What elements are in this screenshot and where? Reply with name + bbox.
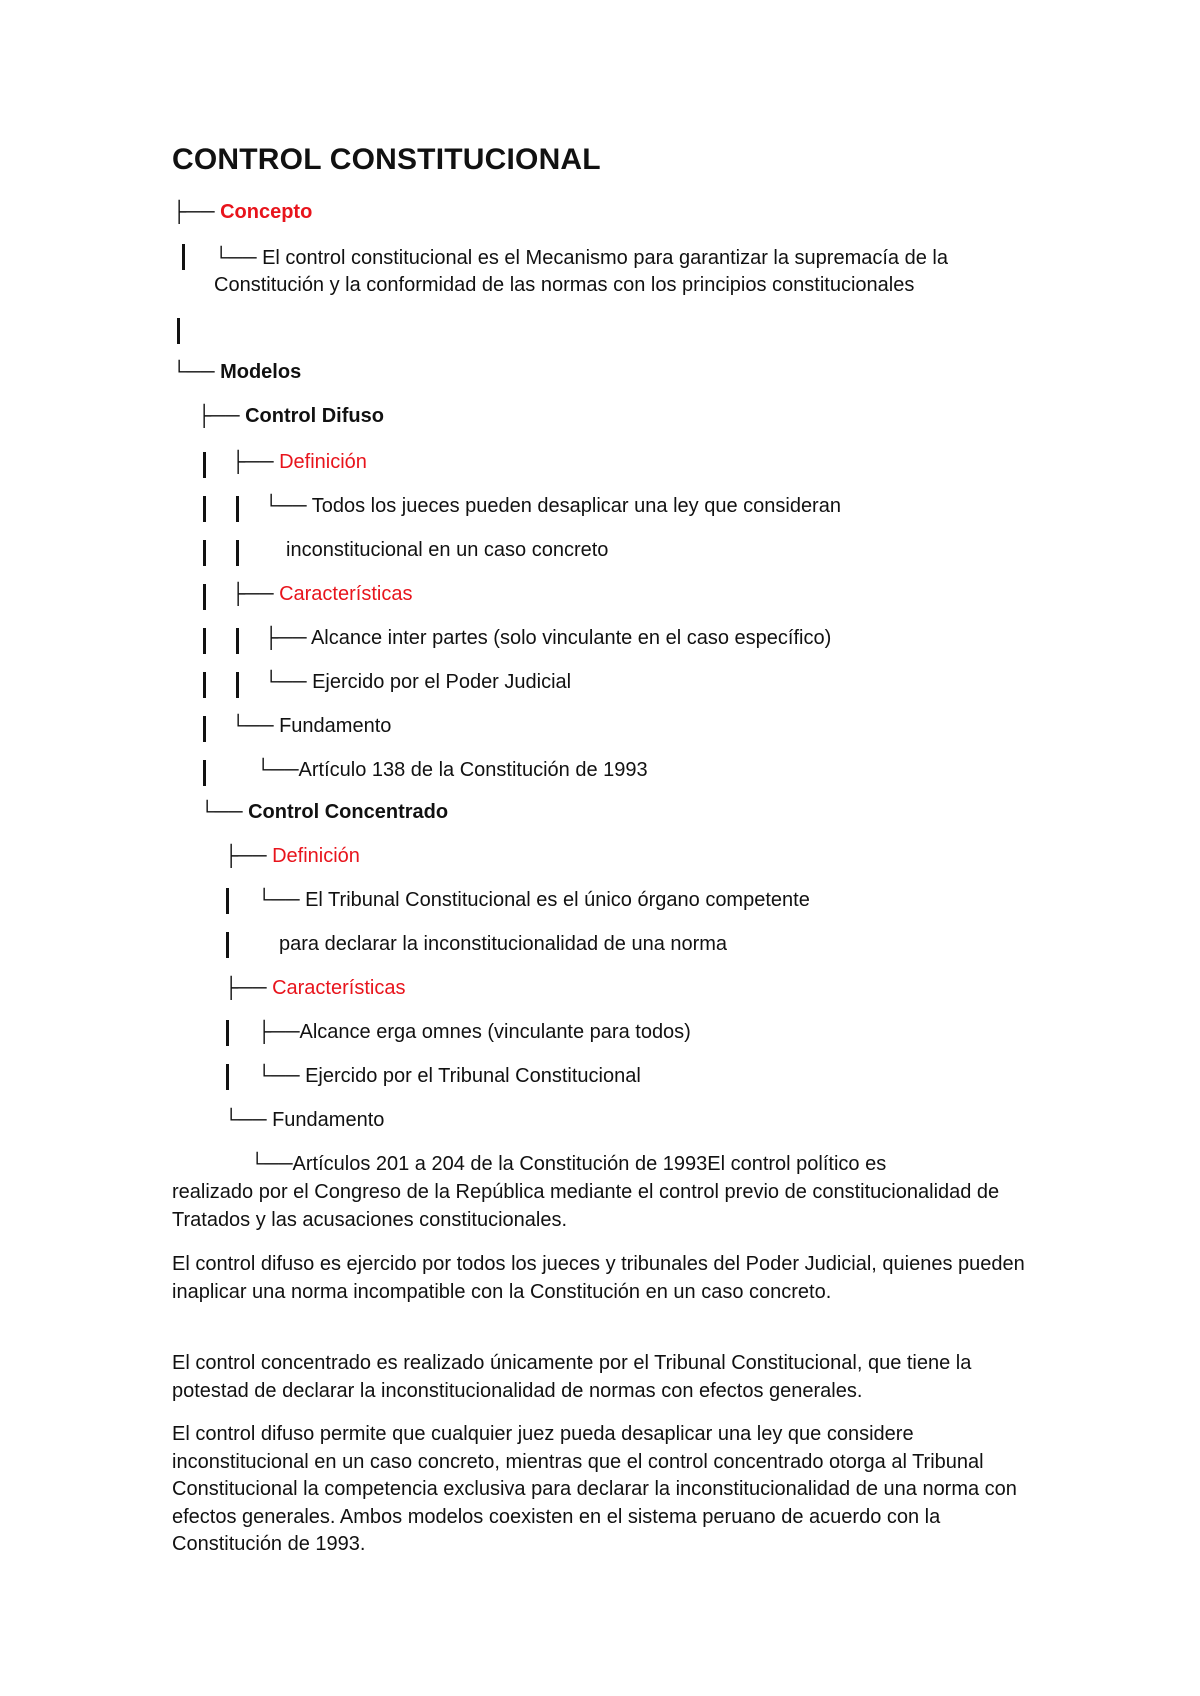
tree-connector [203, 452, 206, 478]
difuso-caracteristica-2 [264, 669, 571, 696]
paragraph-control-concentrado: El control concentrado es realizado únicamente por el Tribunal Constitucional, que tiene la potestad de declarar la inconstitucionalidad de normas con efectos generales. [172, 1352, 972, 1402]
tree-branch: ├── [224, 845, 273, 867]
concentrado-caracteristica-1-text: Alcance erga omnes (vinculante para todos) [299, 1021, 691, 1043]
tree-connector [203, 672, 206, 698]
paragraph-control-politico: realizado por el Congreso de la República mediante el control previo de constitucionalidad de Tratados y las acusaciones constitucionales. [172, 1181, 1000, 1231]
difuso-fundamento-text [256, 757, 648, 784]
difuso-caracteristica-1 [264, 625, 831, 652]
paragraph-control-difuso: El control difuso es ejercido por todos los jueces y tribunales del Poder Judicial, quienes pueden inaplicar una norma incompatible con la Constitución en un caso concreto. [172, 1253, 1025, 1303]
tree-branch: ├── [224, 977, 273, 999]
tree-connector [236, 540, 239, 566]
concentrado-definicion-line2: para declarar la inconstitucionalidad de una norma [279, 933, 728, 955]
tree-branch: ├── [172, 201, 221, 223]
tree-connector [203, 584, 206, 610]
difuso-caracteristica-1-text: Alcance inter partes (solo vinculante en el caso específico) [310, 627, 832, 649]
tree-branch: └── [256, 759, 299, 781]
concentrado-caracteristica-1 [257, 1019, 691, 1046]
difuso-fundamento-article: Artículo 138 de la Constitución de 1993 [298, 759, 648, 781]
tree-connector [203, 716, 206, 742]
tree-node-modelos [172, 359, 301, 386]
concentrado-definicion-label: Definición [272, 845, 360, 867]
concentrado-definicion-line1: El Tribunal Constitucional es el único órgano competente [305, 889, 810, 911]
tree-branch: └── [264, 495, 312, 517]
concentrado-caracteristicas [224, 975, 405, 1002]
concentrado-definicion [224, 843, 360, 870]
control-difuso-label: Control Difuso [245, 405, 384, 427]
tree-node-control-difuso [197, 403, 384, 430]
tree-branch: └── [200, 801, 249, 823]
concentrado-fundamento-text [250, 1151, 886, 1178]
difuso-fundamento-label: Fundamento [279, 715, 392, 737]
tree-connector [182, 244, 185, 270]
tree-connector [226, 1020, 229, 1046]
tree-branch: ├── [197, 405, 246, 427]
tree-connector [226, 1064, 229, 1090]
tree-branch: ├── [231, 451, 280, 473]
difuso-definicion-line1: Todos los jueces pueden desaplicar una ley que consideran [311, 495, 841, 517]
concentrado-fundamento-article: Artículos 201 a 204 de la Constitución de 1993El control político es [292, 1153, 887, 1175]
tree-node-control-concentrado [200, 799, 448, 826]
tree-connector [177, 318, 180, 344]
tree-branch: └── [172, 361, 221, 383]
tree-branch: └── [231, 715, 280, 737]
difuso-definicion-text [264, 493, 841, 520]
tree-branch: └── [264, 671, 313, 693]
tree-connector [203, 760, 206, 786]
difuso-caracteristica-2-text: Ejercido por el Poder Judicial [312, 671, 572, 693]
concentrado-caracteristicas-label: Características [272, 977, 406, 999]
concentrado-fundamento [224, 1107, 384, 1134]
tree-node-concepto [172, 199, 312, 226]
difuso-definicion-label: Definición [279, 451, 367, 473]
concentrado-caracteristica-2-text: Ejercido por el Tribunal Constitucional [305, 1065, 641, 1087]
tree-branch: └── [257, 889, 306, 911]
tree-connector [203, 628, 206, 654]
difuso-definicion [231, 449, 367, 476]
tree-branch: └── [214, 247, 263, 269]
control-concentrado-label: Control Concentrado [248, 801, 449, 823]
tree-connector [226, 888, 229, 914]
tree-connector [226, 932, 229, 958]
tree-branch: ├── [264, 627, 311, 649]
tree-connector [236, 496, 239, 522]
difuso-fundamento [231, 713, 391, 740]
concepto-text-line2: Constitución y la conformidad de las normas con los principios constitucionales [214, 274, 915, 296]
concepto-text [214, 245, 948, 272]
tree-connector [203, 496, 206, 522]
difuso-caracteristicas [231, 581, 412, 608]
page-title: CONTROL CONSTITUCIONAL [172, 143, 601, 176]
difuso-caracteristicas-label: Características [279, 583, 413, 605]
tree-branch: └── [250, 1153, 293, 1175]
tree-connector [236, 628, 239, 654]
tree-connector [236, 672, 239, 698]
concepto-label: Concepto [220, 201, 313, 223]
concentrado-fundamento-label: Fundamento [272, 1109, 385, 1131]
paragraph-comparacion: El control difuso permite que cualquier juez pueda desaplicar una ley que considere inconstitucional en un caso concreto, mientras que el control concentrado otorga al Tribunal Constitucional la competencia exclusiva para declarar la inconstitucionalidad de una norma con efectos generales. Ambos modelos coexisten en el sistema peruano de acuerdo con la Constitución de 1993. [172, 1423, 1017, 1555]
concentrado-caracteristica-2 [257, 1063, 641, 1090]
tree-branch: └── [224, 1109, 273, 1131]
modelos-label: Modelos [220, 361, 302, 383]
concentrado-definicion-text [257, 887, 810, 914]
tree-branch: ├── [231, 583, 280, 605]
difuso-definicion-line2: inconstitucional en un caso concreto [286, 539, 609, 561]
tree-connector [203, 540, 206, 566]
tree-branch: └── [257, 1065, 306, 1087]
tree-branch: ├── [257, 1021, 300, 1043]
concepto-text-line1: El control constitucional es el Mecanismo para garantizar la supremacía de la [262, 247, 948, 269]
